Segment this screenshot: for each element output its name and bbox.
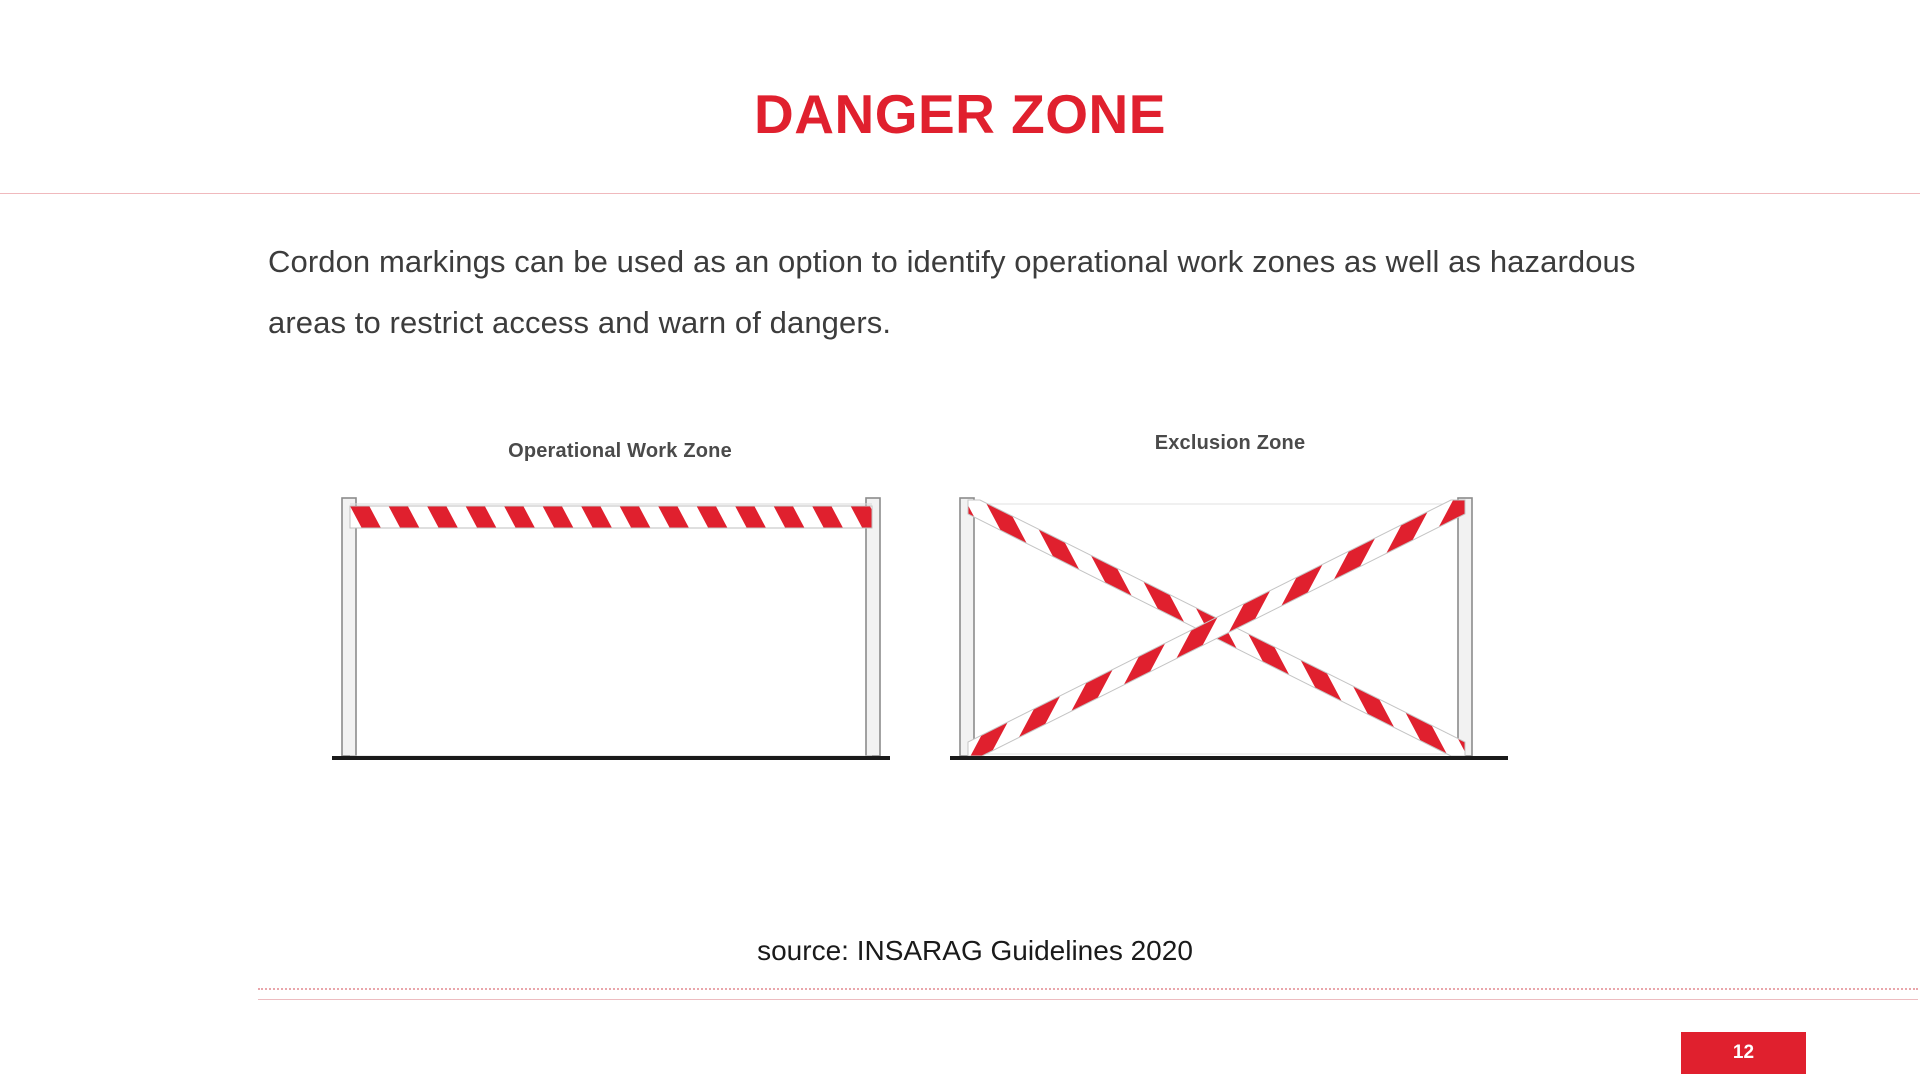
exclusion-zone-caption: Exclusion Zone (1154, 432, 1306, 454)
footer-dotted-divider (258, 988, 1918, 990)
page-number-badge: 12 (1681, 1032, 1806, 1074)
page-title: DANGER ZONE (754, 83, 1166, 145)
operational-work-zone-illustration (320, 470, 920, 785)
source-citation: source: INSARAG Guidelines 2020 (757, 935, 1193, 966)
footer-divider (258, 999, 1918, 1000)
operational-work-zone-caption: Operational Work Zone (508, 440, 732, 462)
cordon-marking-figure (300, 432, 1600, 830)
title-divider (0, 193, 1920, 194)
body-paragraph: Cordon markings can be used as an option to identify operational work zones as well as hazardous areas to restrict access and warn of dangers. (268, 244, 1636, 340)
exclusion-zone-illustration (930, 470, 1530, 785)
